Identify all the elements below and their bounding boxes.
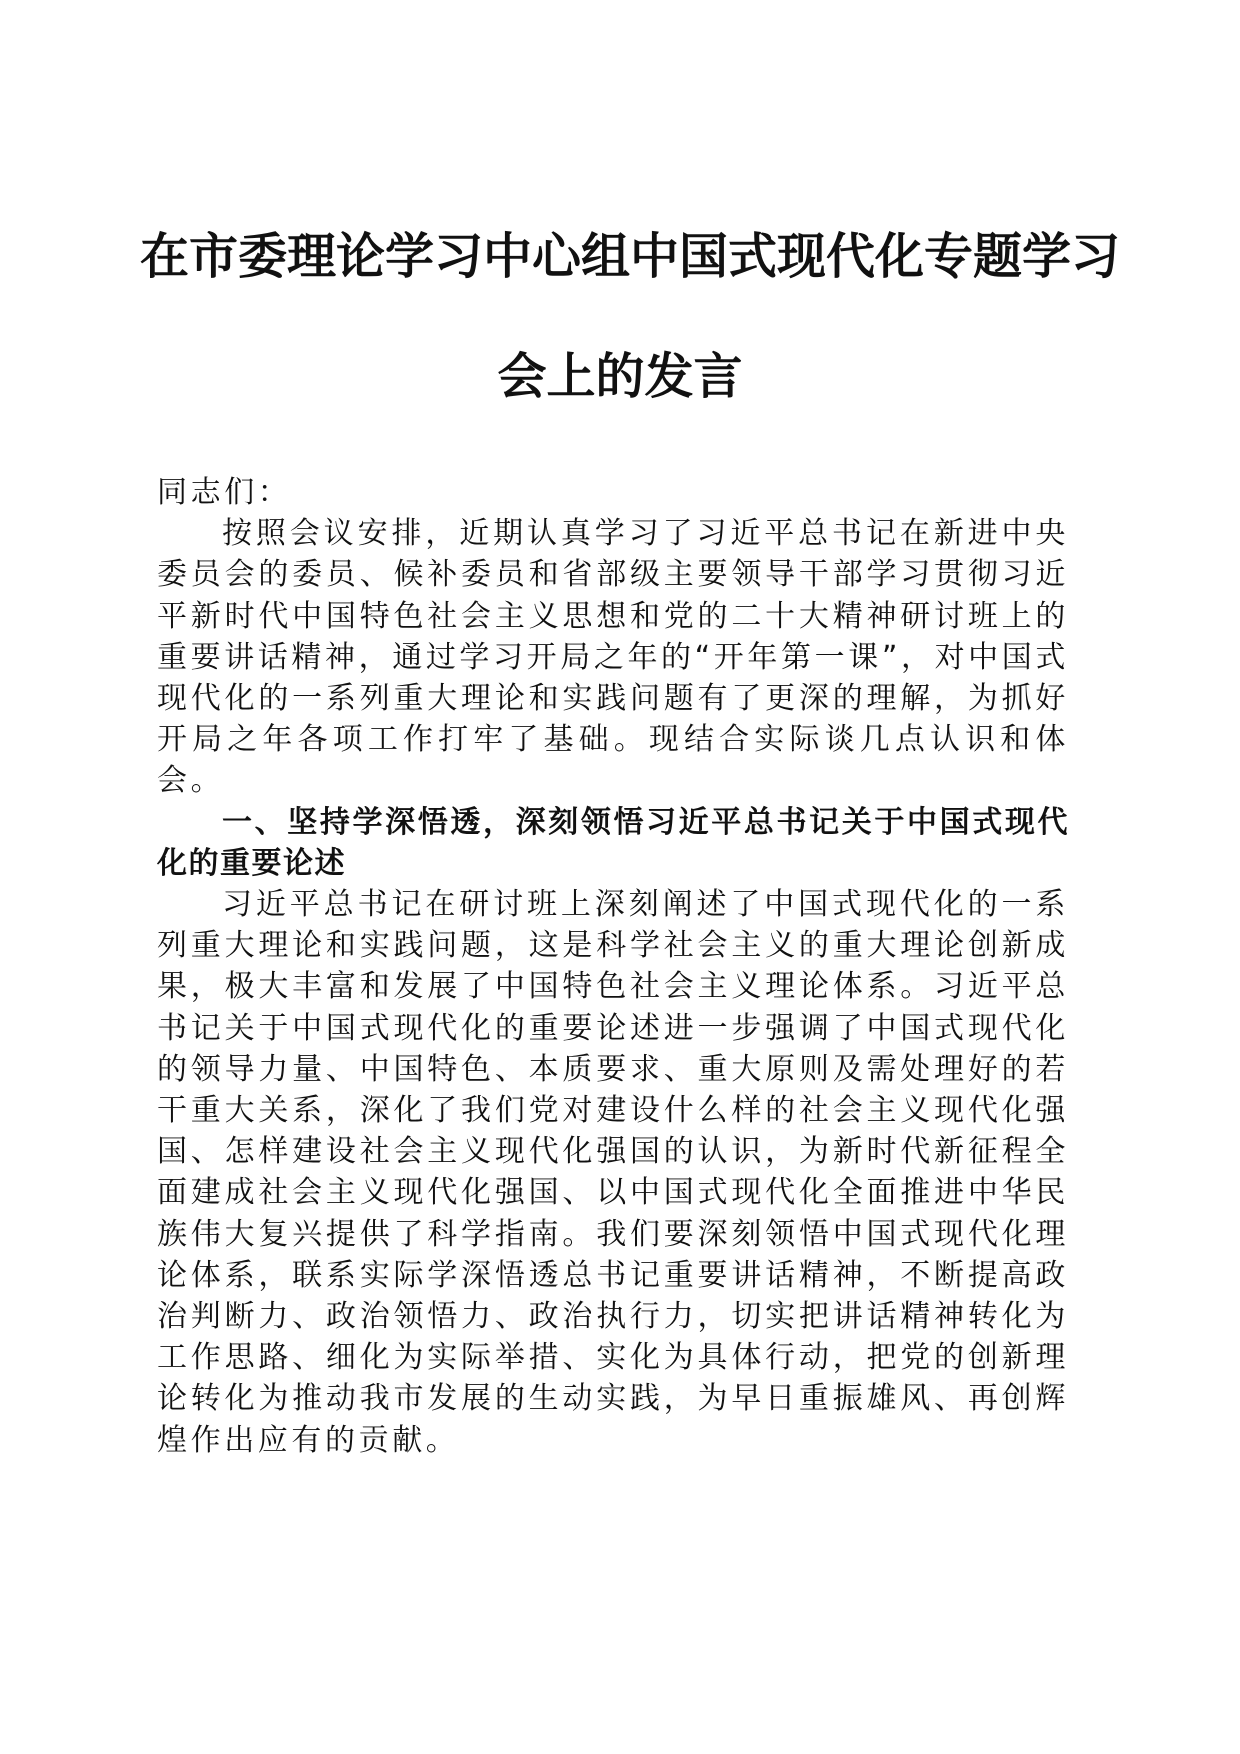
document-title-line-2: 会上的发言 xyxy=(497,347,743,405)
salutation: 同志们： xyxy=(157,475,292,510)
document-title-line-1: 在市委理论学习中心组中国式现代化专题学习 xyxy=(140,227,1121,285)
section-1-heading: 一、坚持学深悟透，深刻领悟习近平总书记关于中国式现代化的重要论述 xyxy=(157,804,1069,881)
intro-paragraph: 按照会议安排，近期认真学习了习近平总书记在新进中央委员会的委员、候补委员和省部级主要领导干部学习贯彻习近平新时代中国特色社会主义思想和党的二十大精神研讨班上的重要讲话精神，通过学习开局之年的“开年第一课”，对中国式现代化的一系列重大理论和实践问题有了更深的理解，为抓好开局之年各项工作打牢了基础。现结合实际谈几点认识和体会。 xyxy=(157,516,1069,799)
section-1-paragraph: 习近平总书记在研讨班上深刻阐述了中国式现代化的一系列重大理论和实践问题，这是科学社会主义的重大理论创新成果，极大丰富和发展了中国特色社会主义理论体系。习近平总书记关于中国式现代化的重要论述进一步强调了中国式现代化的领导力量、中国特色、本质要求、重大原则及需处理好的若干重大关系，深化了我们党对建设什么样的社会主义现代化强国、怎样建设社会主义现代化强国的认识，为新时代新征程全面建成社会主义现代化强国、以中国式现代化全面推进中华民族伟大复兴提供了科学指南。我们要深刻领悟中国式现代化理论体系，联系实际学深悟透总书记重要讲话精神，不断提高政治判断力、政治领悟力、政治执行力，切实把讲话精神转化为工作思路、细化为实际举措、实化为具体行动，把党的创新理论转化为推动我市发展的生动实践，为早日重振雄风、再创辉煌作出应有的贡献。 xyxy=(157,887,1069,1458)
document-body xyxy=(157,472,1069,1461)
